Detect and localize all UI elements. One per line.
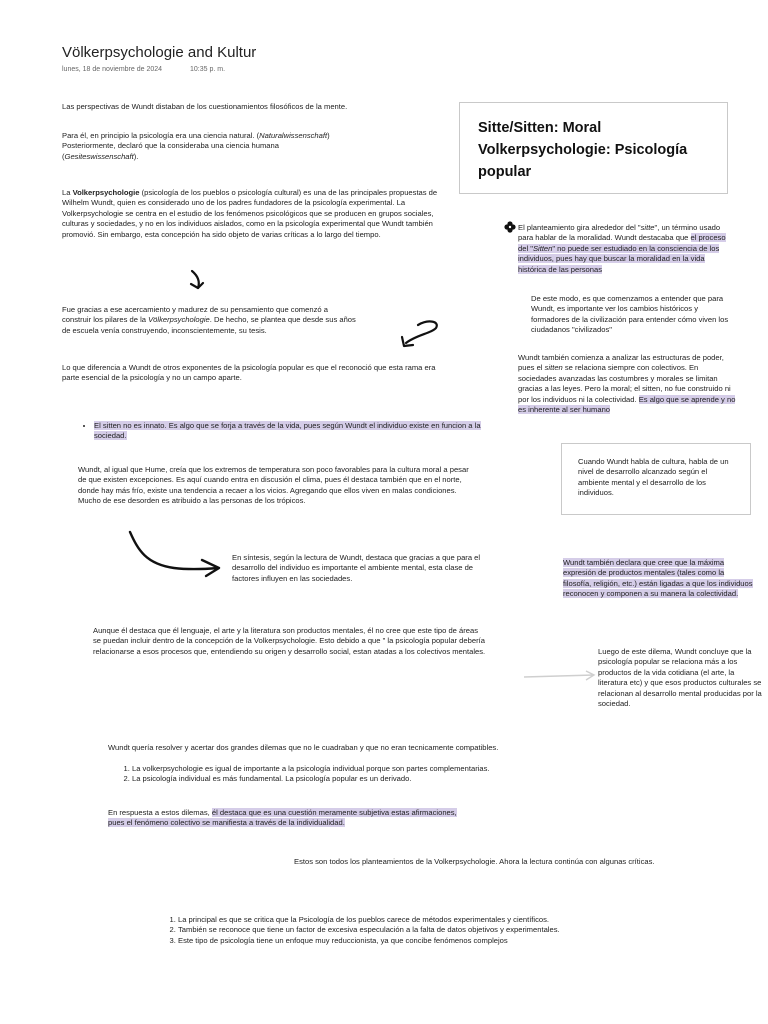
intro-text: Las perspectivas de Wundt distaban de los cuestionamientos filosóficos de la mente.	[62, 102, 348, 111]
flower-icon	[504, 221, 516, 233]
paragraph-volkerpsychologie: La Volkerpsychologie (psicología de los pueblos o psicología cultural) es una de las principales propuestas de Wilhelm Wundt, quien es considerado uno de los padres fundadores de la psicología experimental. La Volkerpsychologie se centra en el estudio de los fenómenos psicológicos que se producen en grupos sociales, culturas y sociedades, y no en los individuos aislados, como en la psicología experimental que Wundt también promovió. Sin embargo, esta concepción ha sido objeto de varias críticas a lo largo del tiempo.	[62, 188, 438, 239]
paragraph-response: En respuesta a estos dilemas, él destaca que es una cuestión meramente subjetiva estas afirmaciones, pues el fenómeno colectivo se manifiesta a través de la individualidad.	[108, 808, 457, 828]
list-item: 2. La psicología individual es más fundamental. La psicología popular es un derivado.	[132, 774, 492, 784]
list-item: 3. Este tipo de psicología tiene un enfoque muy reduccionista, ya que concibe fenómenos complejos	[178, 936, 583, 946]
criticism-list	[164, 915, 583, 946]
bullet-list	[80, 421, 499, 442]
paragraph-synthesis: En síntesis, según la lectura de Wundt, destaca que gracias a que para el desarrollo del individuo es importante el ambiente mental, esta clase de factores influyen en las sociedades.	[232, 553, 481, 583]
list-item: 1. La volkerpsychologie es igual de importante a la psicología individual porque son partes complementarias.	[132, 764, 492, 774]
paragraph-mental-expression: Wundt también declara que cree que la máxima expresión de productos mentales (tales como la filosofía, religión, etc.) están ligadas a que los individuos reconocen y componen a su manera la colectividad.	[563, 558, 753, 599]
list-item: 1. La principal es que se critica que la Psicología de los pueblos carece de métodos experimentales y científicos.	[178, 915, 583, 925]
paragraph-historic: De este modo, es que comenzamos a entender que para Wundt, es importante ver los cambios históricos y formadores de la civilización para entender cómo viven los ciudadanos "civilizados"	[531, 294, 729, 335]
curved-arrow-down-icon	[186, 268, 210, 292]
list-item: • El sitten no es innato. Es algo que se forja a través de la vida, pues según Wundt el individuo existe en funcion a la sociedad.	[94, 421, 499, 442]
paragraph-conclusion: Luego de este dilema, Wundt concluye que la psicología popular se relaciona más a los productos de la vida cotidiana (el arte, la literatura etc) y que esos productos culturales se relacionan al desarrollo mental producidas por la sociedad.	[598, 647, 762, 709]
paragraph-power: Wundt también comienza a analizar las estructuras de poder, pues el sitten se relaciona siempre con colectivos. En sociedades avanzadas las costumbres y morales se limitan gracias a las leyes. Pero la moral; el sitten, no fue construido ni por los individuos ni la colectividad. Es algo que se aprende y no es inherente al ser humano	[518, 353, 736, 415]
dilemma-list	[118, 764, 492, 785]
page-title: Völkerpsychologie and Kultur	[62, 44, 257, 61]
curved-arrow-right-icon	[124, 528, 224, 578]
paragraph-pillars: Fue gracias a ese acercamiento y madurez de su pensamiento que comenzó a construir los pilares de la Völkerpsychologie. De hecho, se plantea que desde sus años de escuela venía construyendo, inconscientemente, su tesis.	[62, 305, 356, 335]
culture-box	[561, 443, 751, 515]
list-item: 2. También se reconoce que tiene un factor de excesiva especulación a la falta de datos objetivos y experimentales.	[178, 925, 583, 935]
topic-box-title: Sitte/Sitten: Moral Volkerpsychologie: Psicología popular	[478, 120, 688, 180]
page-time: 10:35 p. m.	[190, 66, 226, 73]
paragraph-difference: Lo que diferencia a Wundt de otros exponentes de la psicología popular es que el reconoció que esta rama era parte esencial de la psicología y no un campo aparte.	[62, 363, 436, 383]
paragraph-sitte: El planteamiento gira alrededor del "sitte", un término usado para hablar de la moralidad. Wundt destacaba que el proceso del "Sitten" no puede ser estudiado en la consciencia de los individuos, pues hay que buscar la moralidad en la vida histórica de las personas	[518, 223, 726, 274]
culture-text: Cuando Wundt habla de cultura, habla de un nivel de desarrollo alcanzado según el ambiente mental y el desarrollo de los individuos.	[578, 457, 729, 498]
paragraph-summary: Estos son todos los planteamientos de la Volkerpsychologie. Ahora la lectura continúa con algunas críticas.	[294, 857, 655, 866]
paragraph-mental-products: Aunque él destaca que él lenguaje, el arte y la literatura son productos mentales, él no cree que este tipo de áreas se puedan incluir dentro de la concepción de la Volkerpsychologie. Esto debido a que " la psicología popular debería relacionarse a esos procesos que, entendiendo su origen y desarrollo social, estan atadas a los colectivos mentales.	[93, 626, 486, 656]
thin-arrow-right-icon	[522, 670, 598, 682]
page-date: lunes, 18 de noviembre de 2024	[62, 66, 163, 73]
paragraph-dilemmas: Wundt quería resolver y acertar dos grandes dilemas que no le cuadraban y que no eran tecnicamente compatibles.	[108, 743, 499, 752]
topic-box	[459, 102, 728, 194]
paragraph-science: Para él, en principio la psicología era una ciencia natural. (Naturalwissenschaft) Posteriormente, declaró que la consideraba una ciencia humana (Gesiteswissenschaft).	[62, 131, 330, 161]
paragraph-hume: Wundt, al igual que Hume, creía que los extremos de temperatura son poco favorables para la cultura moral a pesar de que existen excepciones. Es aquí cuando entra en discusión el clima, pues él destaca también que en el norte, donde hay más frío, existe una tendencia a recaer a los vicios. Agregando que ellos viven en malas condiciones. Mucho de ese desorden es atribuido a las personas de los trópicos.	[78, 465, 469, 506]
hooked-arrow-icon	[396, 315, 444, 351]
